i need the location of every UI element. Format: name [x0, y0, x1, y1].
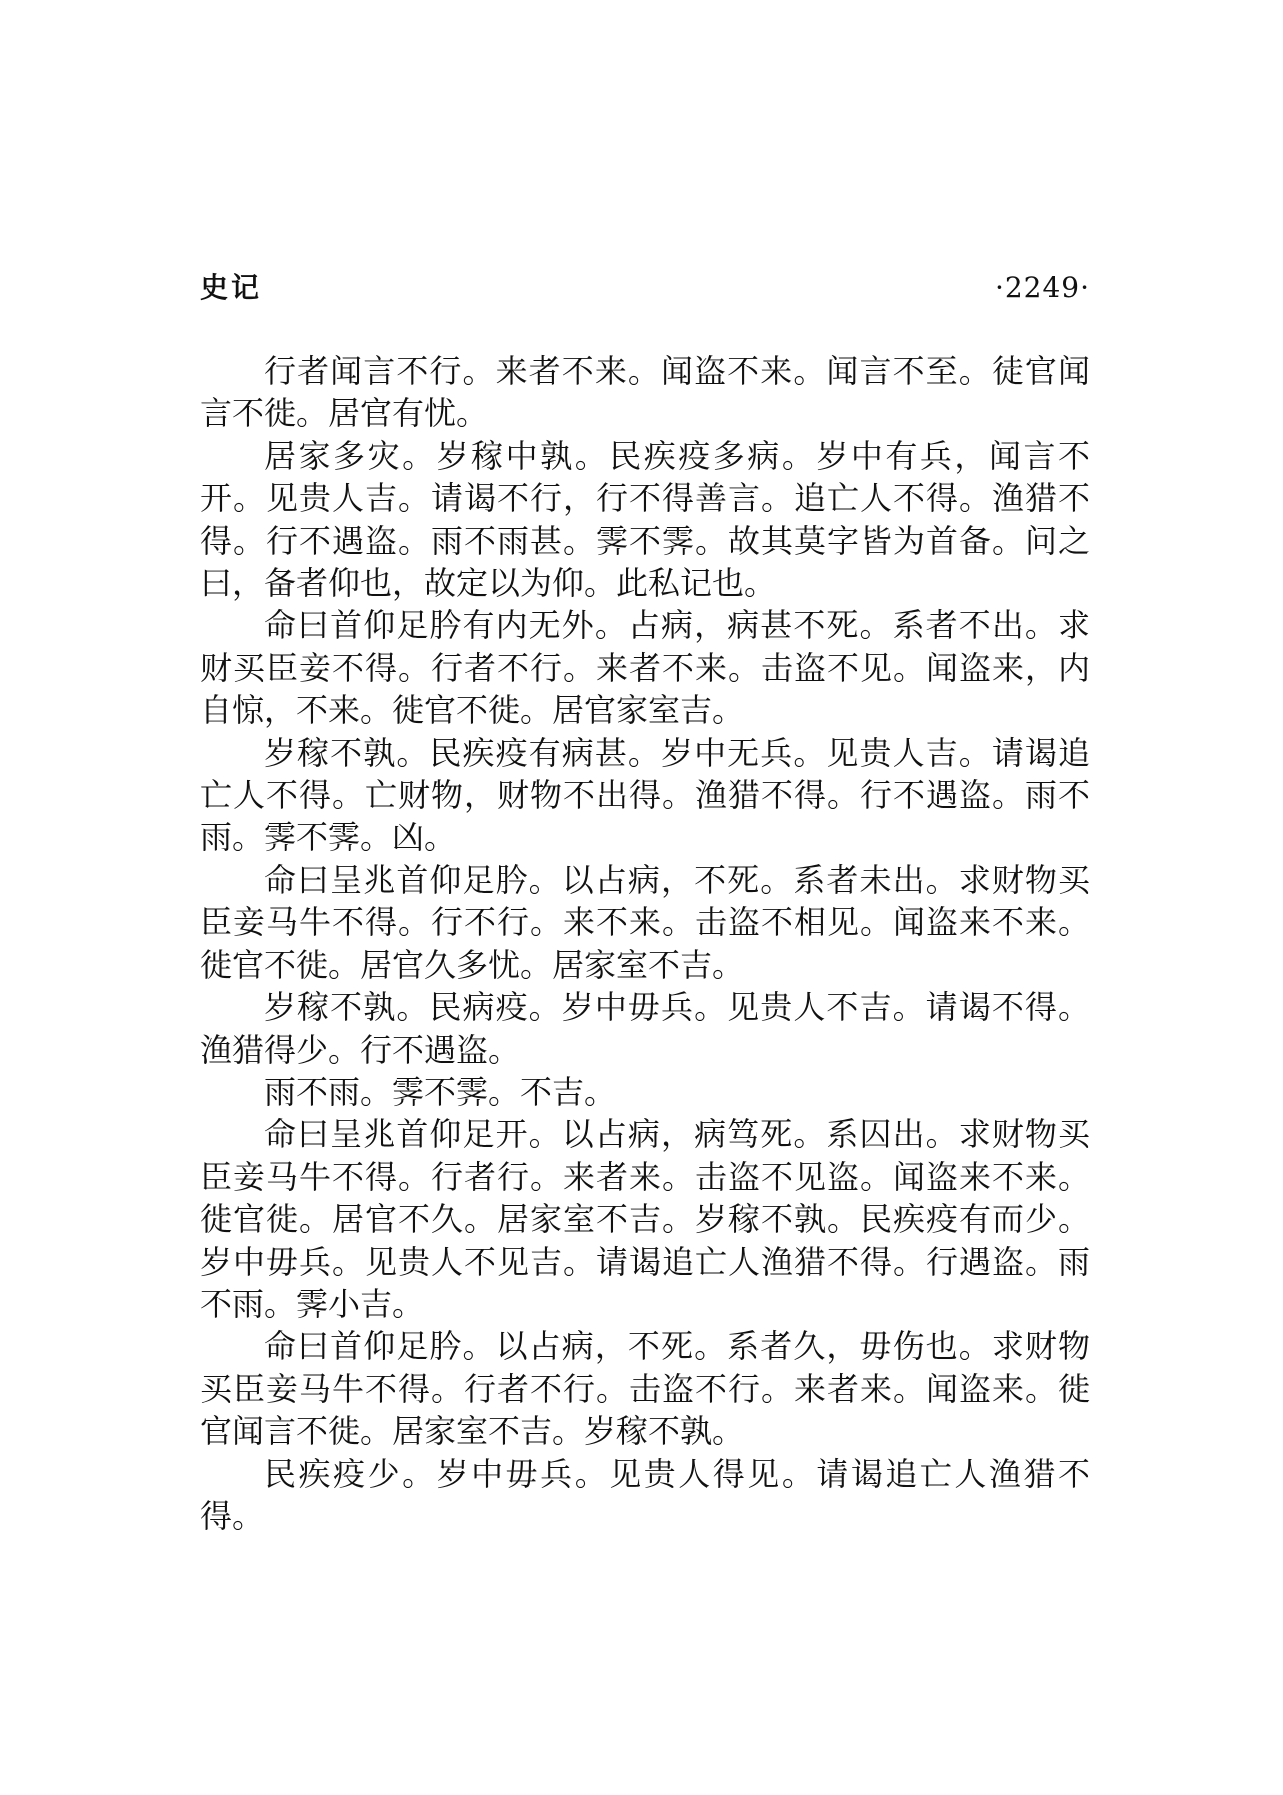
page-header	[200, 268, 1090, 308]
paragraph: 居家多灾。岁稼中孰。民疾疫多病。岁中有兵，闻言不开。见贵人吉。请谒不行，行不得善言。追亡人不得。渔猎不得。行不遇盗。雨不雨甚。霁不霁。故其莫字皆为首备。问之曰，备者仰也，故定以为仰。此私记也。	[200, 436, 1090, 603]
paragraph: 命曰首仰足肣。以占病，不死。系者久，毋伤也。求财物买臣妾马牛不得。行者不行。击盗不行。来者来。闻盗来。徙官闻言不徙。居家室不吉。岁稼不孰。	[200, 1327, 1090, 1451]
paragraph: 民疾疫少。岁中毋兵。见贵人得见。请谒追亡人渔猎不得。	[200, 1454, 1090, 1535]
paragraph: 雨不雨。霁不霁。不吉。	[264, 1072, 617, 1111]
paragraph: 岁稼不孰。民病疫。岁中毋兵。见贵人不吉。请谒不得。渔猎得少。行不遇盗。	[200, 988, 1090, 1069]
paragraph: 行者闻言不行。来者不来。闻盗不来。闻言不至。徒官闻言不徙。居官有忧。	[200, 352, 1090, 433]
paragraph: 岁稼不孰。民疾疫有病甚。岁中无兵。见贵人吉。请谒追亡人不得。亡财物，财物不出得。渔猎不得。行不遇盗。雨不雨。霁不霁。凶。	[200, 733, 1090, 857]
paragraph: 命曰呈兆首仰足开。以占病，病笃死。系囚出。求财物买臣妾马牛不得。行者行。来者来。击盗不见盗。闻盗来不来。徙官徙。居官不久。居家室不吉。岁稼不孰。民疾疫有而少。岁中毋兵。见贵人不见吉。请谒追亡人渔猎不得。行遇盗。雨不雨。霁小吉。	[200, 1115, 1090, 1323]
body-text	[200, 350, 1090, 1537]
page-number: ·2249·	[994, 271, 1090, 304]
running-title: 史记	[200, 271, 263, 304]
paragraph: 命曰呈兆首仰足肣。以占病，不死。系者未出。求财物买臣妾马牛不得。行不行。来不来。击盗不相见。闻盗来不来。徙官不徙。居官久多忧。居家室不吉。	[200, 860, 1090, 984]
paragraph: 命曰首仰足肣有内无外。占病，病甚不死。系者不出。求财买臣妾不得。行者不行。来者不来。击盗不见。闻盗来，内自惊，不来。徙官不徙。居官家室吉。	[200, 606, 1090, 730]
